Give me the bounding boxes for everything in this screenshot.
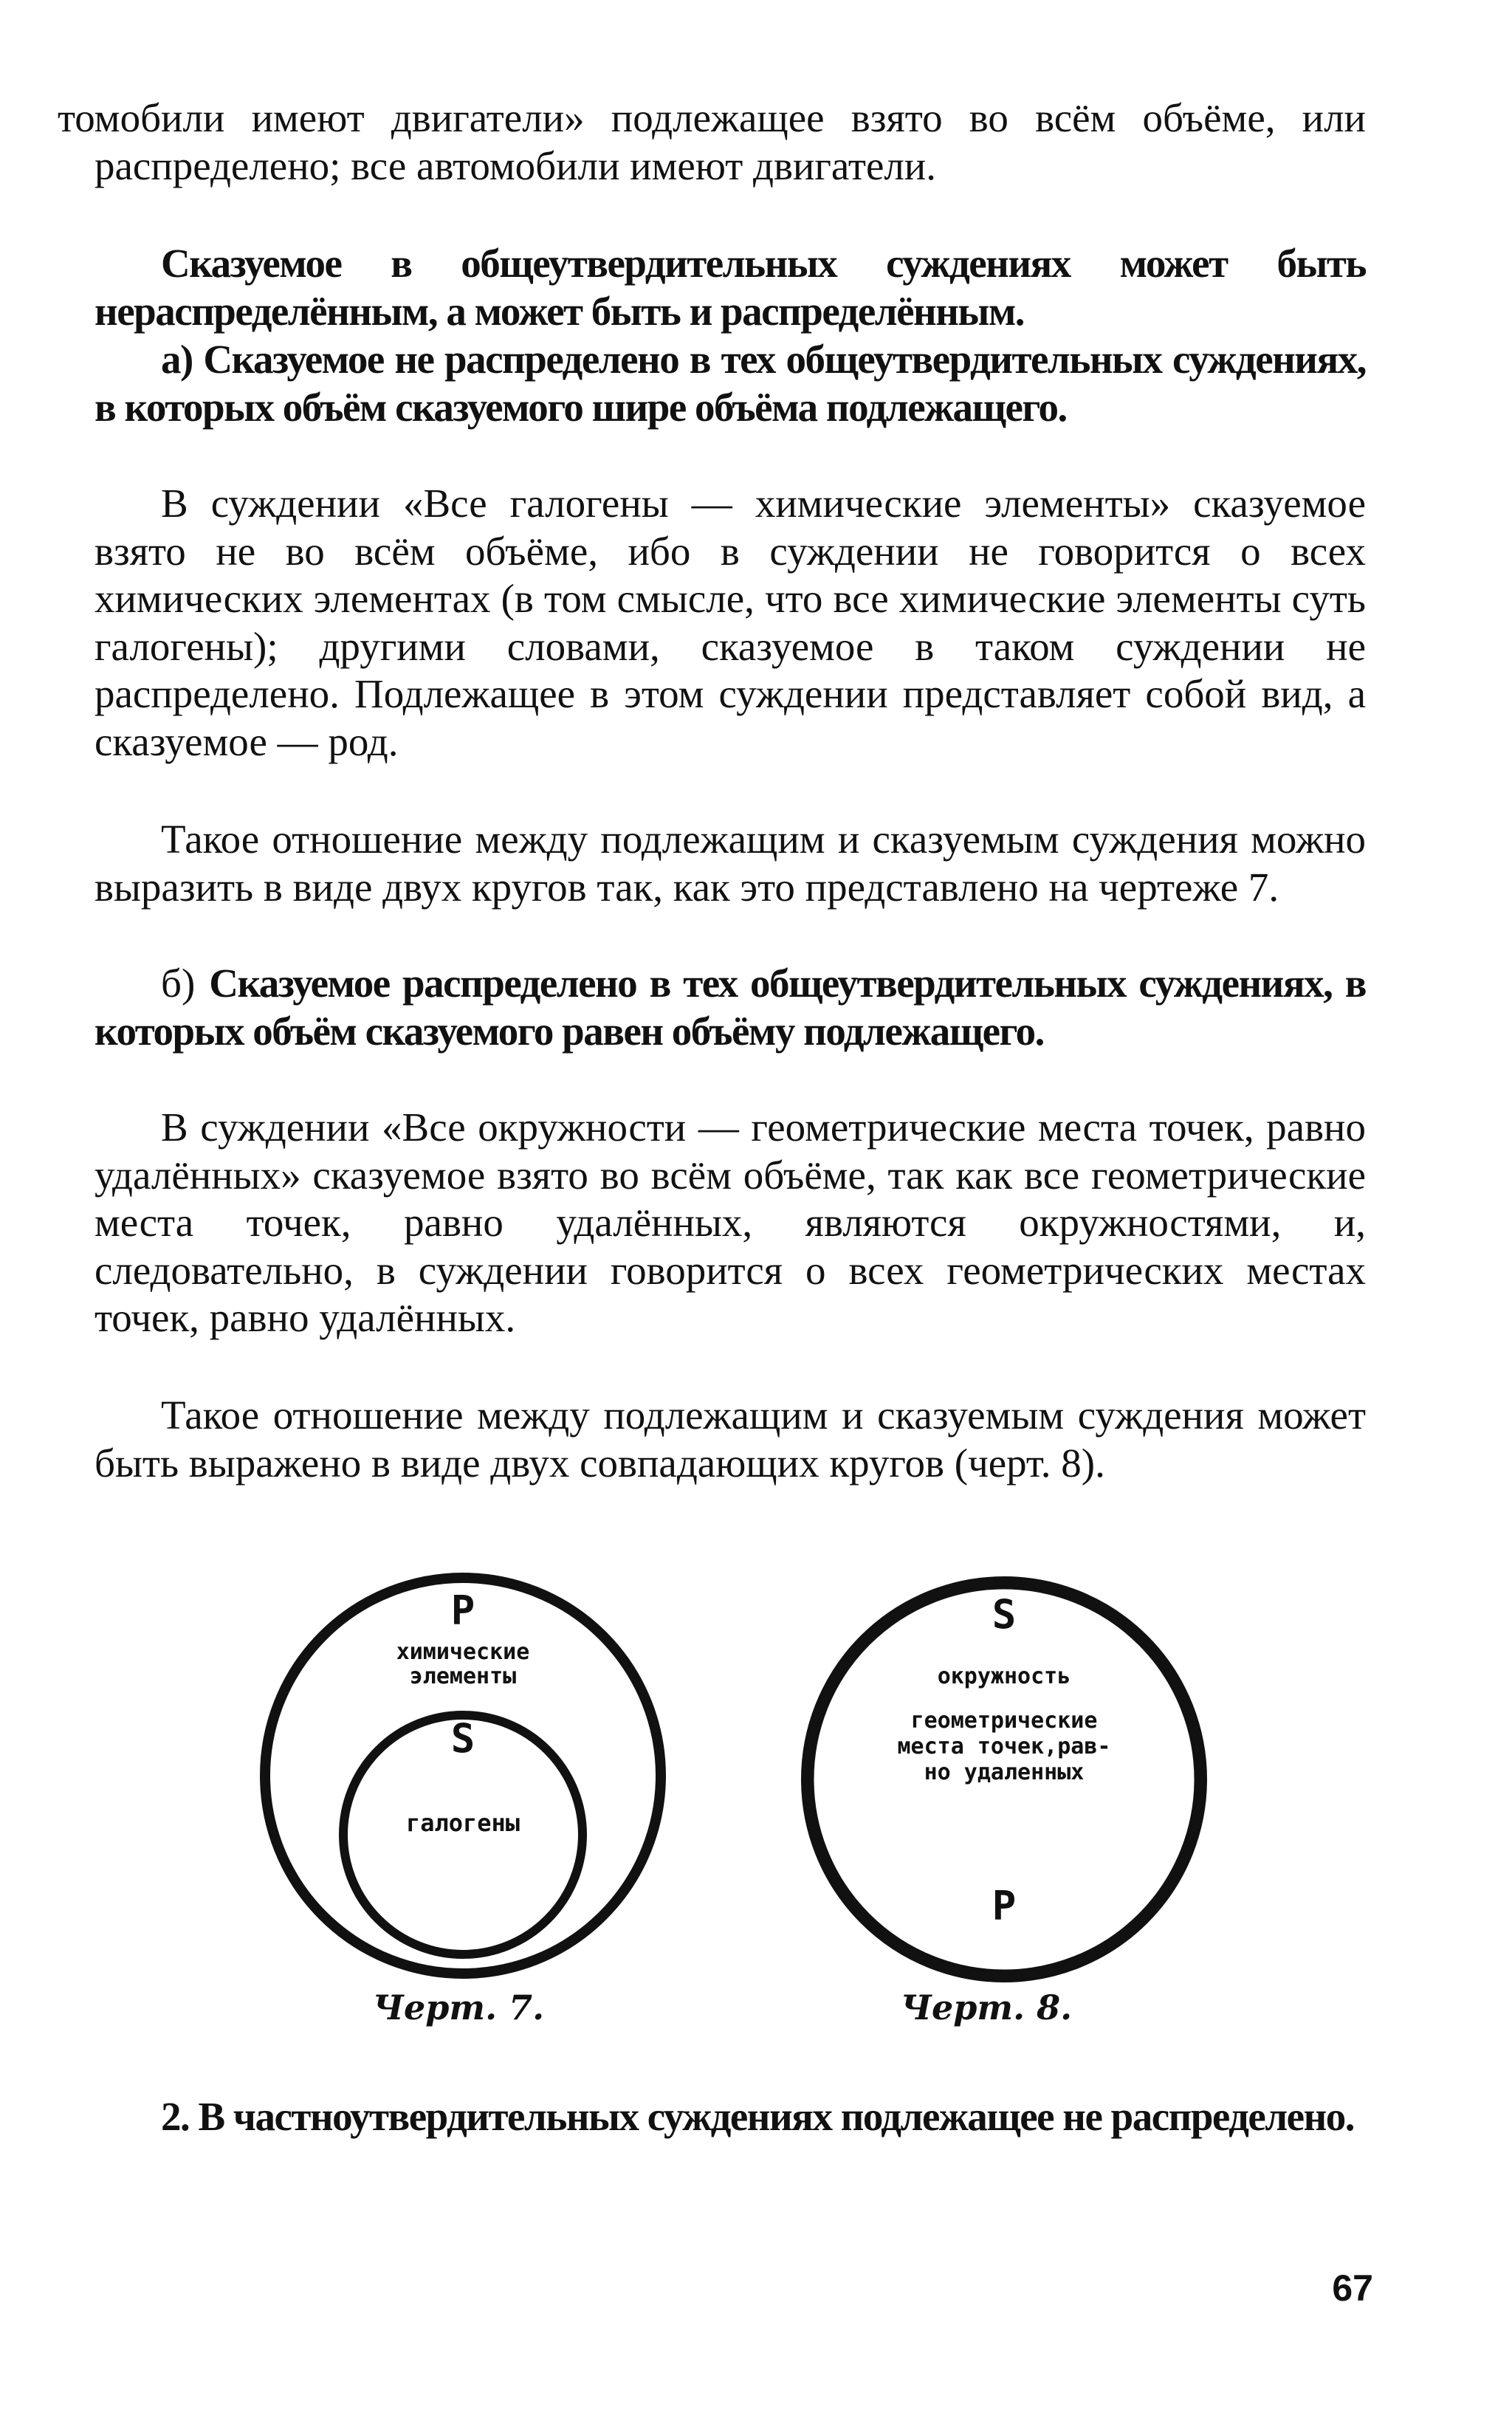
paragraph-continuation: томобили имеют двигатели» подлежащее взято во всём объёме, или распределено; все автомобили имеют двигатели. <box>58 95 1366 188</box>
figures-area <box>0 1536 1512 2053</box>
figure8-caption: Черт. 8. <box>901 1988 1073 2027</box>
paragraph-point-b <box>94 960 1366 1055</box>
page-number: 67 <box>1332 2267 1373 2309</box>
paragraph-figure7-reference: Такое отношение между подлежащим и сказуемым суждения можно выразить в виде двух кругов так, как это представлено на чертеже 7. <box>94 817 1366 910</box>
paragraph-figure8-reference: Такое отношение между подлежащим и сказуемым суждения может быть выражено в виде двух совпадающих кругов (черт. 8). <box>94 1392 1366 1486</box>
figure8-bottom-letter: P <box>992 1883 1017 1929</box>
figure8-label-2: геометрические <box>910 1708 1098 1734</box>
paragraph-circles-example: В суждении «Все окружности — геометрические места точек, равно удалённых» сказуемое взято во всём объёме, так как все геометрические места точек, равно удалённых, являются окружностями, и, следовательно, в суждении говорится о всех геометрических местах точек, равно удалённых. <box>94 1105 1366 1340</box>
figure7-caption: Черт. 7. <box>373 1988 545 2027</box>
paragraph-section-2: 2. В частноутвердительных суждениях подлежащее не распределено. <box>161 2094 1355 2139</box>
point-b-statement: Сказуемое распределено в тех общеутвердительных суждениях, в которых объём сказуемого равен объёму подлежащего. <box>94 961 1366 1054</box>
figure7-outer-circle <box>265 1578 661 1974</box>
paragraph-halogens-example: В суждении «Все галогены — химические элементы» сказуемое взято не во всём объёме, ибо в суждении не говорится о всех химических элементах (в том смысле, что все химические элементы суть галогены); другими словами, сказуемое в таком суждении не распределено. Подлежащее в этом суждении представляет собой вид, а сказуемое — род. <box>94 481 1366 764</box>
euler-diagrams <box>0 1536 1512 2053</box>
figure7-inner-letter: S <box>450 1715 475 1762</box>
figure7-outer-label-2: элементы <box>409 1663 517 1689</box>
figure8-top-letter: S <box>992 1591 1017 1638</box>
paragraph-bold-statement: Сказуемое в общеутвердительных суждениях может быть нераспределённым, а может быть и распределённым. <box>94 241 1366 334</box>
figure8-label-3: места точек,рав- <box>897 1734 1111 1759</box>
figure7-inner-label: галогены <box>405 1809 520 1837</box>
paragraph-point-a: а) Сказуемое не распределено в тех общеутвердительных суждениях, в которых объём сказуемого шире объёма подлежащего. <box>94 337 1366 430</box>
figure8-label-1: окружность <box>937 1663 1071 1689</box>
figure8-label-4: но удаленных <box>924 1759 1085 1785</box>
point-b-prefix: б) <box>161 961 210 1006</box>
figure7-outer-letter: P <box>450 1587 475 1634</box>
figure8-diagram <box>806 1582 1202 1977</box>
figure7-diagram <box>265 1578 661 1974</box>
figure7-outer-label-1: химические <box>396 1639 530 1665</box>
